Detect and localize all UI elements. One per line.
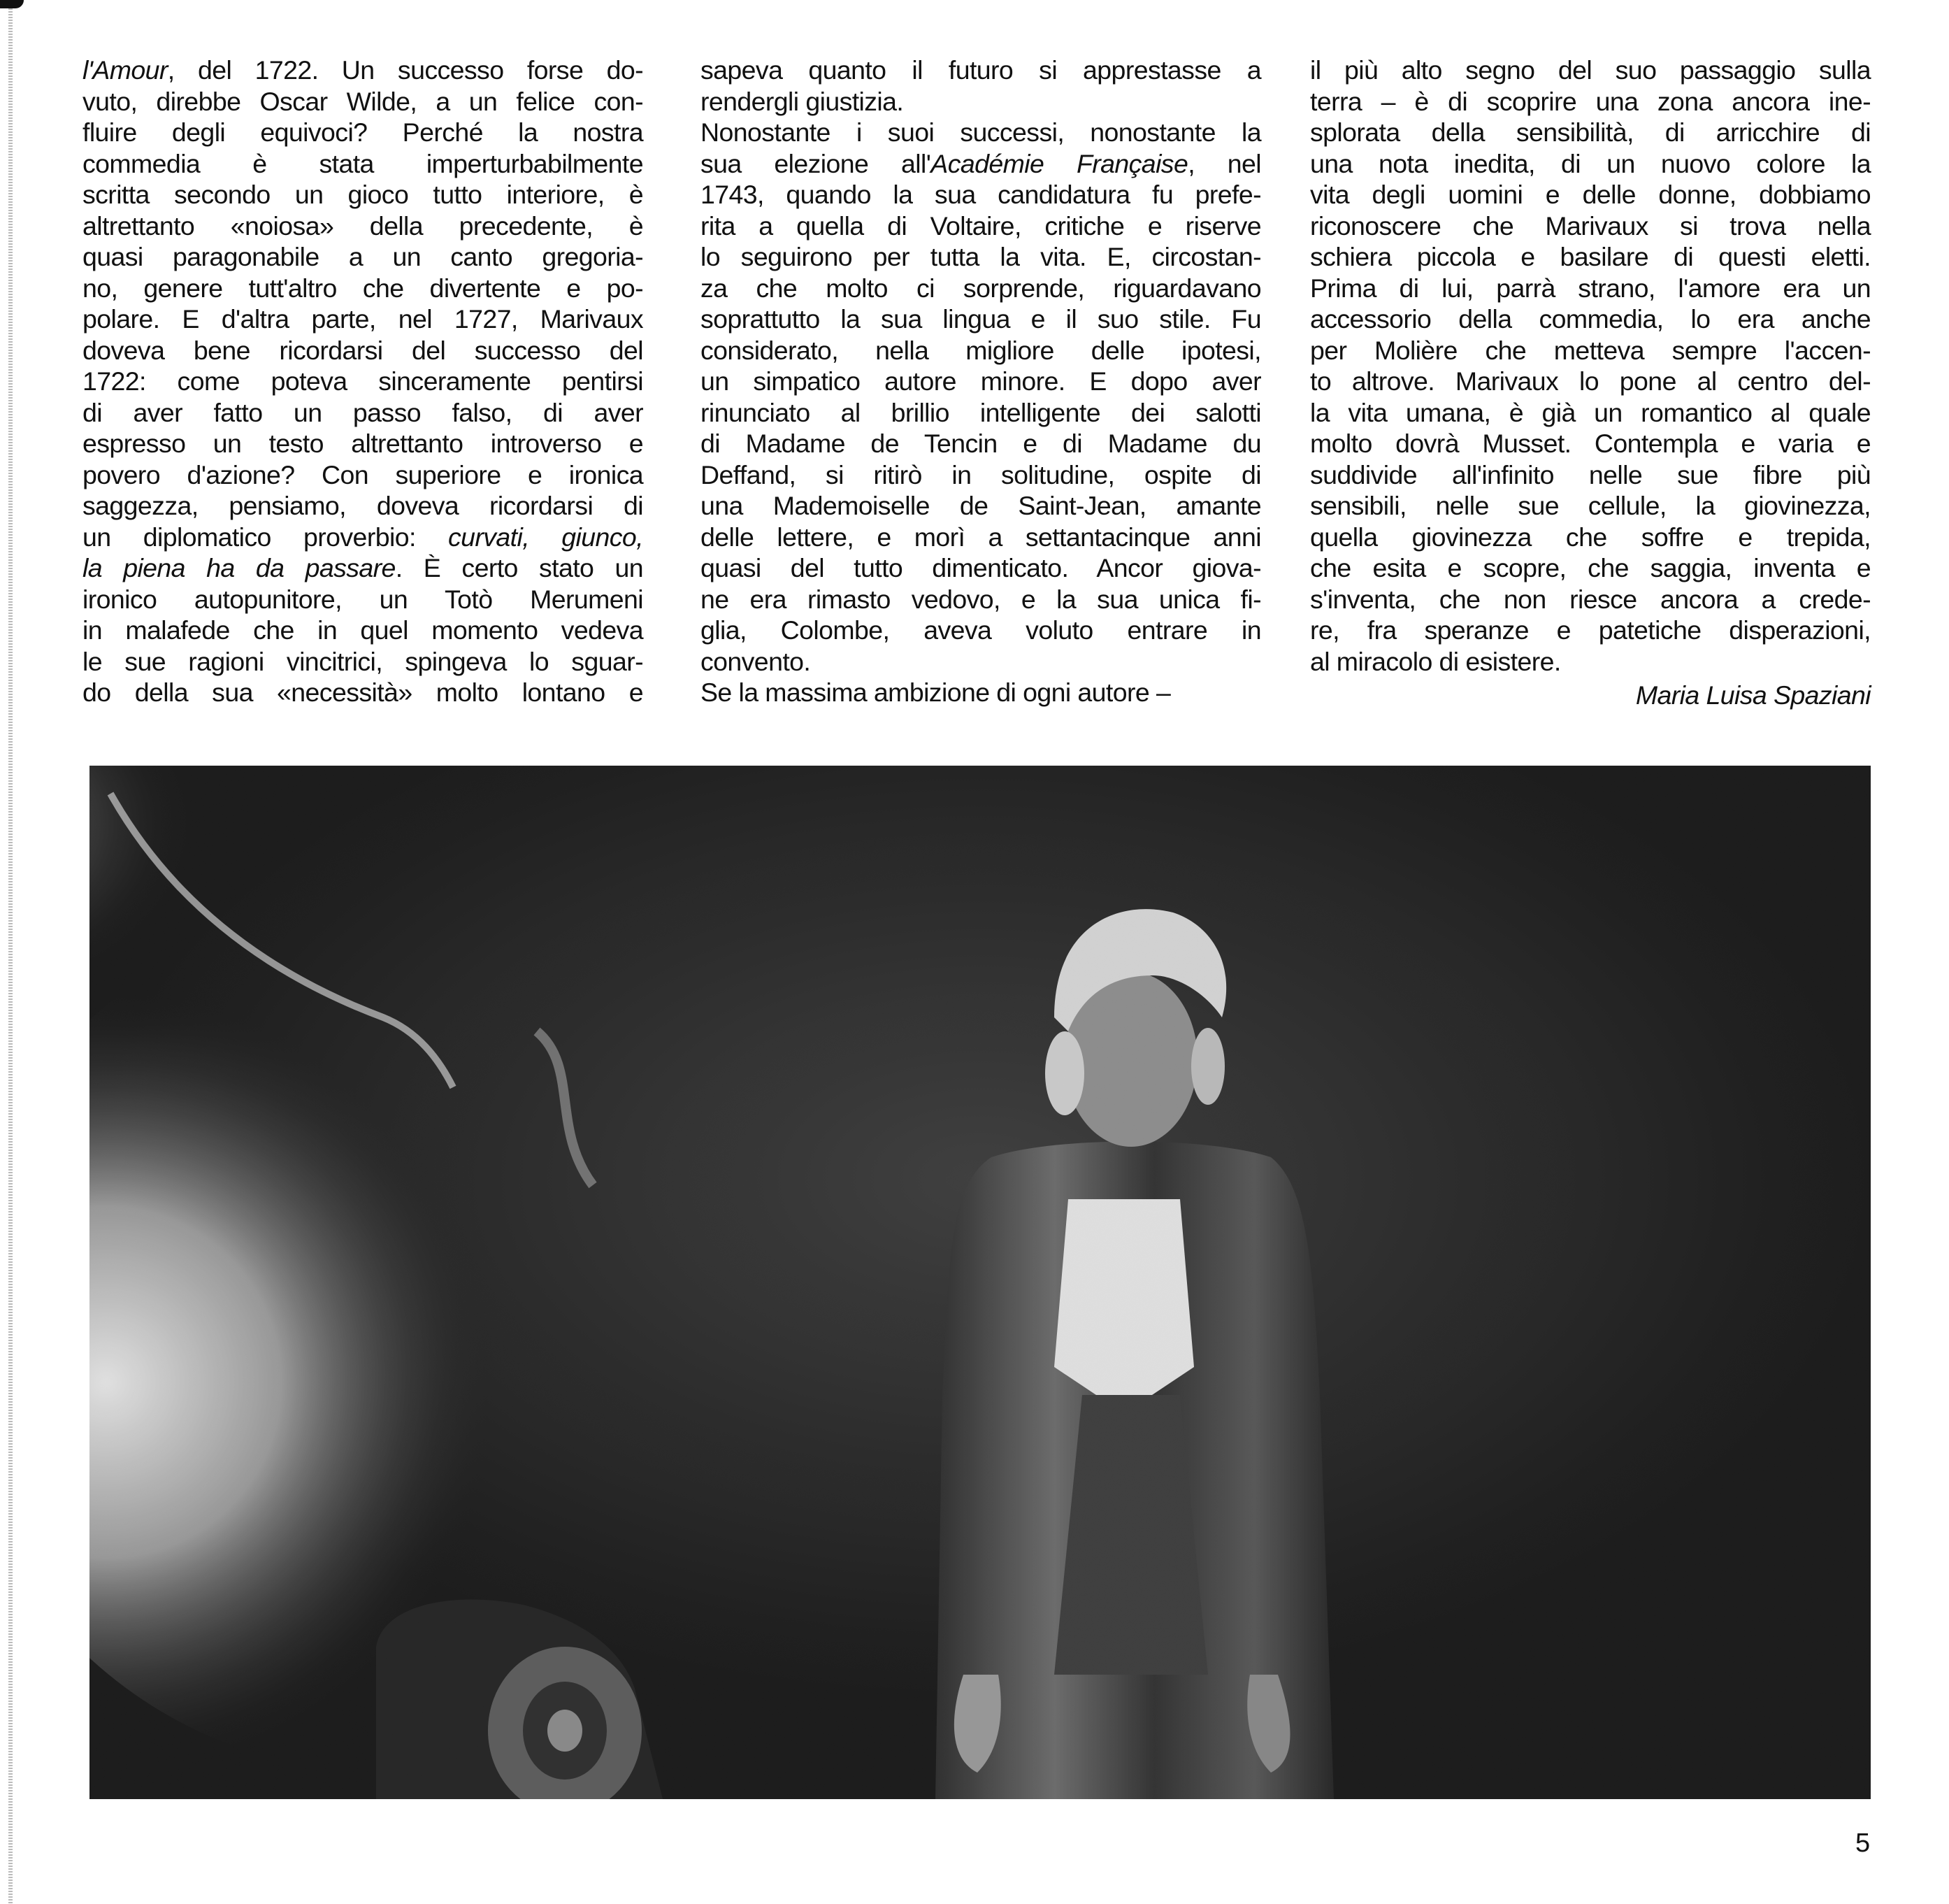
text-run: convento.: [700, 646, 811, 676]
text-run: za che molto ci sorprende, riguardavano: [700, 273, 1261, 303]
italic-text: curvati, giunco,: [447, 522, 643, 552]
text-line: [1310, 552, 1871, 584]
stage-photograph: [89, 766, 1871, 1799]
text-line: [1310, 148, 1871, 180]
text-line: [700, 335, 1261, 366]
text-run: schiera piccola e basilare di questi eletti.: [1310, 242, 1871, 271]
text-line: [82, 490, 643, 522]
text-run: rinunciato al brillio intelligente dei salotti: [700, 397, 1261, 427]
text-run: al miracolo di esistere.: [1310, 646, 1561, 676]
text-line: [82, 615, 643, 646]
text-line: [82, 584, 643, 615]
text-run: , nel: [1188, 148, 1262, 178]
text-line: [82, 117, 643, 148]
text-line: [700, 303, 1261, 335]
text-line: [700, 397, 1261, 429]
text-run: delle lettere, e morì a settantacinque anni: [700, 522, 1261, 552]
text-run: re, fra speranze e patetiche disperazioni,: [1310, 615, 1871, 645]
text-run: ne era rimasto vedovo, e la sua unica fi-: [700, 584, 1261, 614]
text-line: [1310, 210, 1871, 242]
text-run: soprattutto la sua lingua e il suo stile. Fu: [700, 304, 1261, 334]
text-line: [82, 459, 643, 491]
text-run: altrettanto «noiosa» della precedente, è: [82, 210, 643, 241]
text-column-2: [700, 55, 1261, 708]
text-run: to altrove. Marivaux lo pone al centro del-: [1310, 366, 1871, 396]
text-line: [82, 552, 643, 584]
text-run: suddivide all'infinito nelle sue fibre più: [1310, 459, 1871, 489]
text-run: do della sua «necessità» molto lontano e: [82, 678, 643, 707]
text-run: in malafede che in quel momento vedeva: [82, 615, 643, 645]
text-run: terra – è di scoprire una zona ancora ine-: [1310, 86, 1871, 116]
text-line: [1310, 397, 1871, 429]
text-line: [700, 366, 1261, 397]
text-run: commedia è stata imperturbabilmente: [82, 148, 643, 178]
text-line: [82, 148, 643, 180]
text-run: s'inventa, che non riesce ancora a crede-: [1310, 584, 1871, 614]
text-run: 1743, quando la sua candidatura fu prefe-: [700, 180, 1261, 209]
text-line: [82, 273, 643, 304]
text-run: di Madame de Tencin e di Madame du: [700, 429, 1261, 458]
text-line: [700, 646, 1261, 678]
text-run: espresso un testo altrettanto introverso e: [82, 429, 643, 458]
text-run: quasi paragonabile a un canto gregoria-: [82, 242, 643, 271]
text-line: [82, 646, 643, 678]
text-line: [82, 397, 643, 429]
text-run: Se la massima ambizione di ogni autore –: [700, 678, 1171, 707]
text-run: Prima di lui, parrà strano, l'amore era un: [1310, 273, 1871, 303]
text-run: che esita e scopre, che saggia, inventa e: [1310, 553, 1871, 582]
text-line: [82, 179, 643, 210]
text-run: glia, Colombe, aveva voluto entrare in: [700, 615, 1261, 645]
text-line: [82, 55, 643, 86]
page-number: 5: [1855, 1828, 1871, 1858]
text-run: Deffand, si ritirò in solitudine, ospite di: [700, 459, 1261, 489]
text-run: scritta secondo un gioco tutto interiore, è: [82, 180, 643, 209]
photo-illustration: [89, 766, 1871, 1799]
text-line: [82, 335, 643, 366]
text-line: [82, 522, 643, 553]
text-run: sapeva quanto il futuro si apprestasse a: [700, 55, 1261, 85]
text-run: quella giovinezza che soffre e trepida,: [1310, 522, 1871, 552]
text-line: [1310, 615, 1871, 646]
binding-edge: [8, 0, 13, 1904]
text-line: [1310, 86, 1871, 117]
text-line: [700, 55, 1261, 86]
text-line: [700, 179, 1261, 210]
text-run: , del 1722. Un successo forse do-: [167, 55, 643, 85]
text-line: [700, 677, 1261, 708]
text-line: [1310, 490, 1871, 522]
text-run: sensibili, nelle sue cellule, la giovinezza,: [1310, 491, 1871, 520]
text-line: [700, 86, 1261, 117]
text-run: un diplomatico proverbio:: [82, 522, 448, 552]
text-run: la vita umana, è già un romantico al quale: [1310, 397, 1871, 427]
text-line: [1310, 428, 1871, 459]
text-line: [1310, 117, 1871, 148]
text-run: saggezza, pensiamo, doveva ricordarsi di: [82, 491, 643, 520]
text-run: rita a quella di Voltaire, critiche e riserve: [700, 210, 1261, 241]
corner-scan-mark: [0, 0, 24, 8]
text-line: [700, 522, 1261, 553]
text-run: 1722: come poteva sinceramente pentirsi: [82, 366, 643, 396]
text-column-3: [1310, 55, 1871, 711]
text-line: [1310, 584, 1871, 615]
text-run: . È certo stato un: [395, 553, 643, 582]
text-run: povero d'azione? Con superiore e ironica: [82, 459, 643, 489]
text-line: [1310, 241, 1871, 273]
text-line: [82, 303, 643, 335]
italic-text: Académie Française: [930, 148, 1188, 178]
text-run: considerato, nella migliore delle ipotesi,: [700, 335, 1261, 365]
text-line: [1310, 303, 1871, 335]
text-run: un simpatico autore minore. E dopo aver: [700, 366, 1261, 396]
text-run: le sue ragioni vincitrici, spingeva lo sguar-: [82, 646, 643, 676]
text-line: [700, 490, 1261, 522]
text-line: [82, 86, 643, 117]
text-run: vuto, direbbe Oscar Wilde, a un felice con-: [82, 86, 643, 116]
text-run: ironico autopunitore, un Totò Merumeni: [82, 584, 643, 614]
text-run: rendergli giustizia.: [700, 86, 904, 116]
text-run: una nota inedita, di un nuovo colore la: [1310, 148, 1871, 178]
text-line: [1310, 55, 1871, 86]
text-run: vita degli uomini e delle donne, dobbiamo: [1310, 180, 1871, 209]
text-run: molto dovrà Musset. Contempla e varia e: [1310, 429, 1871, 458]
text-line: [700, 428, 1261, 459]
text-line: [82, 210, 643, 242]
text-column-1: [82, 55, 643, 708]
text-line: [82, 428, 643, 459]
text-run: polare. E d'altra parte, nel 1727, Marivaux: [82, 304, 643, 334]
text-line: [700, 615, 1261, 646]
text-line: [1310, 366, 1871, 397]
text-run: Nonostante i suoi successi, nonostante la: [700, 117, 1261, 147]
italic-text: la piena ha da passare: [82, 553, 396, 582]
text-run: riconoscere che Marivaux si trova nella: [1310, 210, 1871, 241]
text-line: [82, 677, 643, 708]
text-run: quasi del tutto dimenticato. Ancor giova-: [700, 553, 1261, 582]
text-line: [700, 241, 1261, 273]
text-run: accessorio della commedia, lo era anche: [1310, 304, 1871, 334]
text-line: [82, 366, 643, 397]
text-line: [82, 241, 643, 273]
text-line: [1310, 273, 1871, 304]
text-line: [700, 584, 1261, 615]
text-run: sua elezione all': [700, 148, 931, 178]
text-line: [1310, 522, 1871, 553]
text-run: no, genere tutt'altro che divertente e po-: [82, 273, 643, 303]
text-line: [700, 552, 1261, 584]
text-run: di aver fatto un passo falso, di aver: [82, 397, 643, 427]
text-line: [700, 210, 1261, 242]
text-run: il più alto segno del suo passaggio sulla: [1310, 55, 1871, 85]
text-line: [700, 117, 1261, 148]
text-line: [1310, 335, 1871, 366]
text-line: [700, 148, 1261, 180]
text-run: per Molière che metteva sempre l'accen-: [1310, 335, 1871, 365]
text-run: lo seguirono per tutta la vita. E, circostan-: [700, 242, 1261, 271]
author-signature: Maria Luisa Spaziani: [1635, 680, 1871, 710]
text-line: [1310, 179, 1871, 210]
text-run: doveva bene ricordarsi del successo del: [82, 335, 643, 365]
text-line: [1310, 459, 1871, 491]
text-line: [1310, 646, 1871, 678]
text-run: fluire degli equivoci? Perché la nostra: [82, 117, 643, 147]
text-run: una Mademoiselle de Saint-Jean, amante: [700, 491, 1261, 520]
text-line: [700, 459, 1261, 491]
text-line: [700, 273, 1261, 304]
text-run: splorata della sensibilità, di arricchire di: [1310, 117, 1871, 147]
italic-text: l'Amour: [82, 55, 168, 85]
